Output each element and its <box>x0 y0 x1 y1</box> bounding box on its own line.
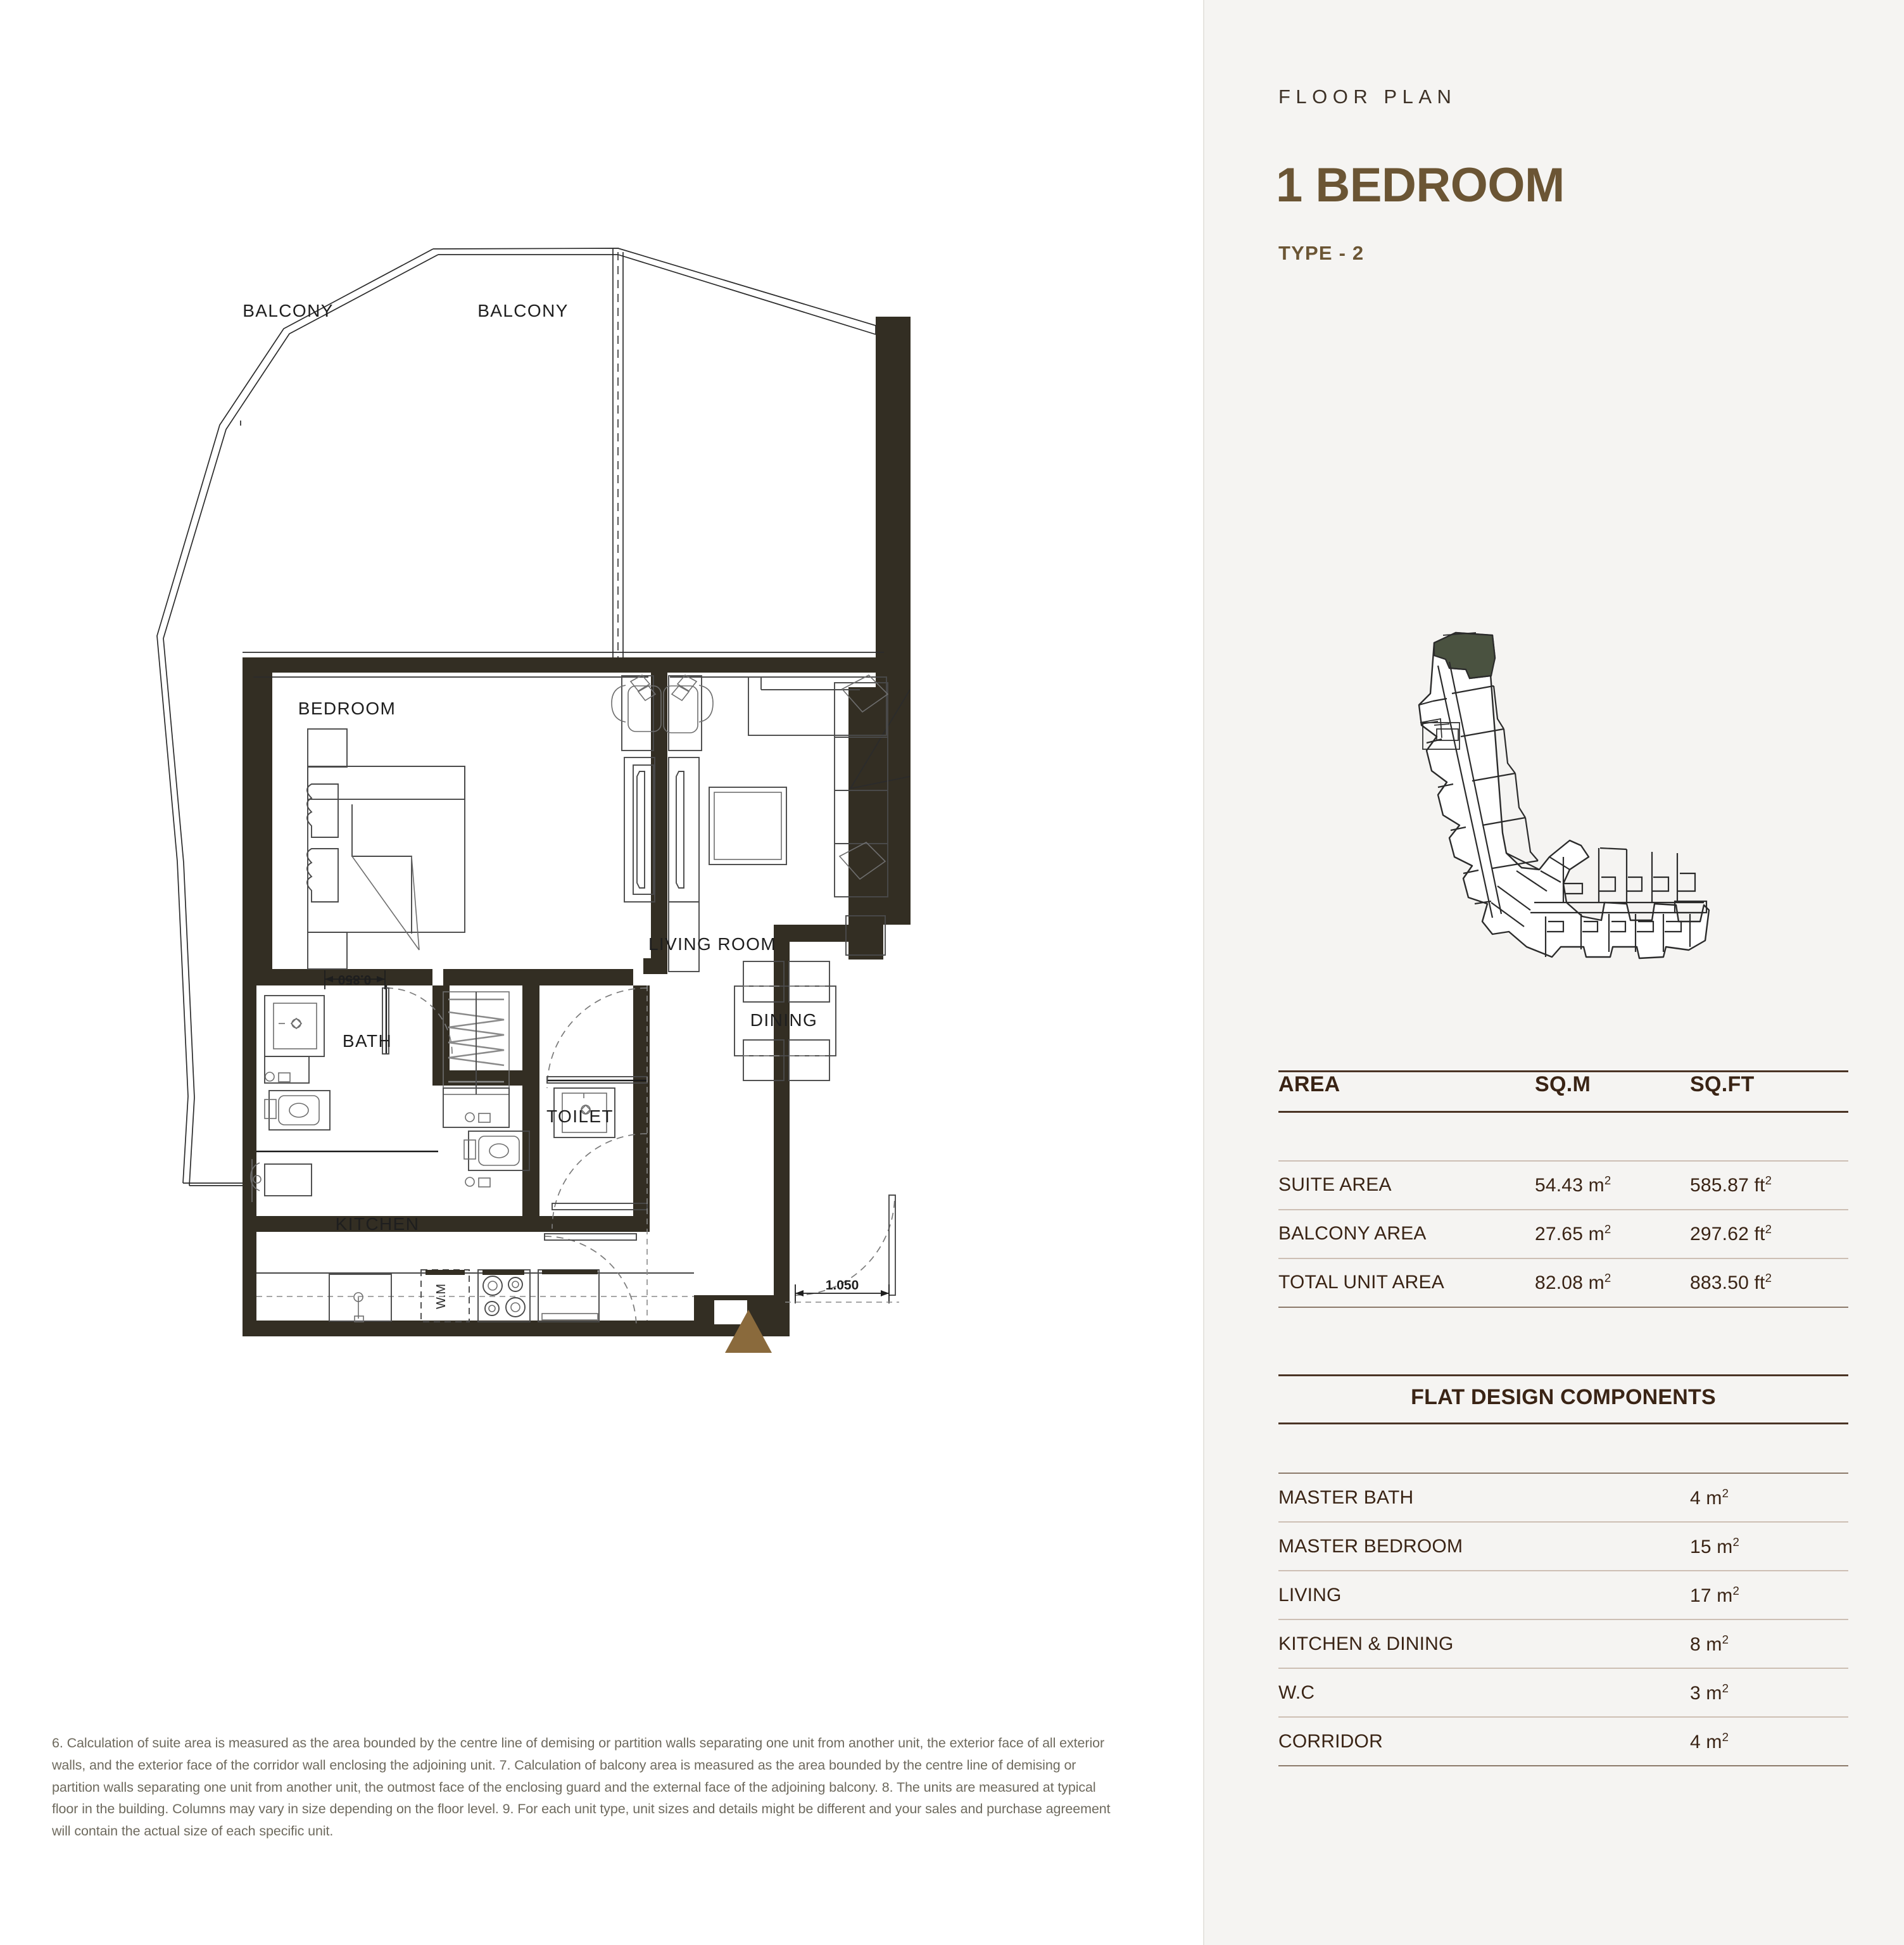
structural-walls <box>243 317 911 1336</box>
row-label: MASTER BEDROOM <box>1278 1522 1690 1571</box>
room-label-kitchen: KITCHEN <box>335 1214 420 1234</box>
balcony-partition <box>613 248 623 659</box>
bedroom-furniture <box>307 675 661 969</box>
components-table-title: FLAT DESIGN COMPONENTS <box>1278 1374 1848 1424</box>
table-spacer <box>1278 1112 1848 1161</box>
table-spacer <box>1278 1424 1848 1473</box>
row-value: 17 $m^2$ <box>1690 1571 1848 1619</box>
room-label-bath: BATH <box>342 1031 393 1051</box>
room-label-toilet: TOILET <box>546 1106 614 1126</box>
row-value-sqm: 82.08 $m^2$ <box>1535 1258 1690 1307</box>
table-row-suite-area <box>1278 1161 1848 1210</box>
row-value: 4 $m^2$ <box>1690 1473 1848 1522</box>
kitchen-fixtures <box>256 1270 694 1322</box>
row-value: 8 $m^2$ <box>1690 1619 1848 1668</box>
balcony-outline <box>241 248 876 426</box>
row-value-sqm: 27.65 $m^2$ <box>1535 1210 1690 1258</box>
area-table <box>1278 1070 1848 1308</box>
room-label-balcony-left: BALCONY <box>243 301 334 320</box>
room-label-dining: DINING <box>750 1010 818 1030</box>
row-value: 4 $m^2$ <box>1690 1717 1848 1766</box>
info-panel <box>1203 0 1904 1945</box>
room-label-living-room: LIVING ROOM <box>648 934 777 954</box>
row-value-sqft: 297.62 $ft^2$ <box>1690 1210 1848 1258</box>
row-value-sqft: 883.50 $ft^2$ <box>1690 1258 1848 1307</box>
room-label-bedroom: BEDROOM <box>298 699 396 718</box>
table-row-master-bath <box>1278 1473 1848 1522</box>
appliance-label-wm: W.M <box>434 1284 448 1309</box>
unit-type-label: TYPE - 2 <box>1278 242 1365 264</box>
area-table-header-area: AREA <box>1278 1072 1535 1112</box>
dimension-label-1050: 1.050 <box>825 1278 859 1293</box>
table-row-corridor <box>1278 1717 1848 1766</box>
key-plan-diagram <box>1380 605 1741 966</box>
table-row-total-unit-area <box>1278 1258 1848 1307</box>
row-value: 3 $m^2$ <box>1690 1668 1848 1717</box>
area-table-header-sqm: SQ.M <box>1535 1072 1690 1112</box>
table-row-wc <box>1278 1668 1848 1717</box>
flat-design-components-table <box>1278 1374 1848 1766</box>
table-row-kitchen-dining <box>1278 1619 1848 1668</box>
row-label: MASTER BATH <box>1278 1473 1690 1522</box>
dimension-label-0850: 0.850 <box>337 972 372 987</box>
table-row-master-bedroom <box>1278 1522 1848 1571</box>
row-label: TOTAL UNIT AREA <box>1278 1258 1535 1307</box>
row-label: LIVING <box>1278 1571 1690 1619</box>
row-value: 15 $m^2$ <box>1690 1522 1848 1571</box>
row-label: CORRIDOR <box>1278 1717 1690 1766</box>
row-label: BALCONY AREA <box>1278 1210 1535 1258</box>
page-title: 1 BEDROOM <box>1276 158 1565 212</box>
row-value-sqm: 54.43 $m^2$ <box>1535 1161 1690 1210</box>
row-label: KITCHEN & DINING <box>1278 1619 1690 1668</box>
row-value-sqft: 585.87 $ft^2$ <box>1690 1161 1848 1210</box>
eyebrow-label: FLOOR PLAN <box>1278 86 1457 108</box>
row-label: W.C <box>1278 1668 1690 1717</box>
table-row-balcony-area <box>1278 1210 1848 1258</box>
room-label-balcony-right: BALCONY <box>477 301 569 320</box>
area-table-header-sqft: SQ.FT <box>1690 1072 1848 1112</box>
table-row-living <box>1278 1571 1848 1619</box>
row-label: SUITE AREA <box>1278 1161 1535 1210</box>
footnote-text: 6. Calculation of suite area is measured as the area bounded by the centre line of demising or partition walls separating one unit from another unit, the exterior face of all exterior walls, and the exterior face of the corridor wall enclosing the adjoining unit. 7. Calculation of balcony area is measured as the area bounded by the centre line of demising or partition walls separating one unit from another unit, the outmost face of the enclosing guard and the external face of the adjoining balcony. 8. The units are measured at typical floor in the building. Columns may vary in size depending on the floor level. 9. For each unit type, unit sizes and details might be different and your sales and purchase agreement will contain the actual size of each specific unit. <box>52 1735 1111 1839</box>
